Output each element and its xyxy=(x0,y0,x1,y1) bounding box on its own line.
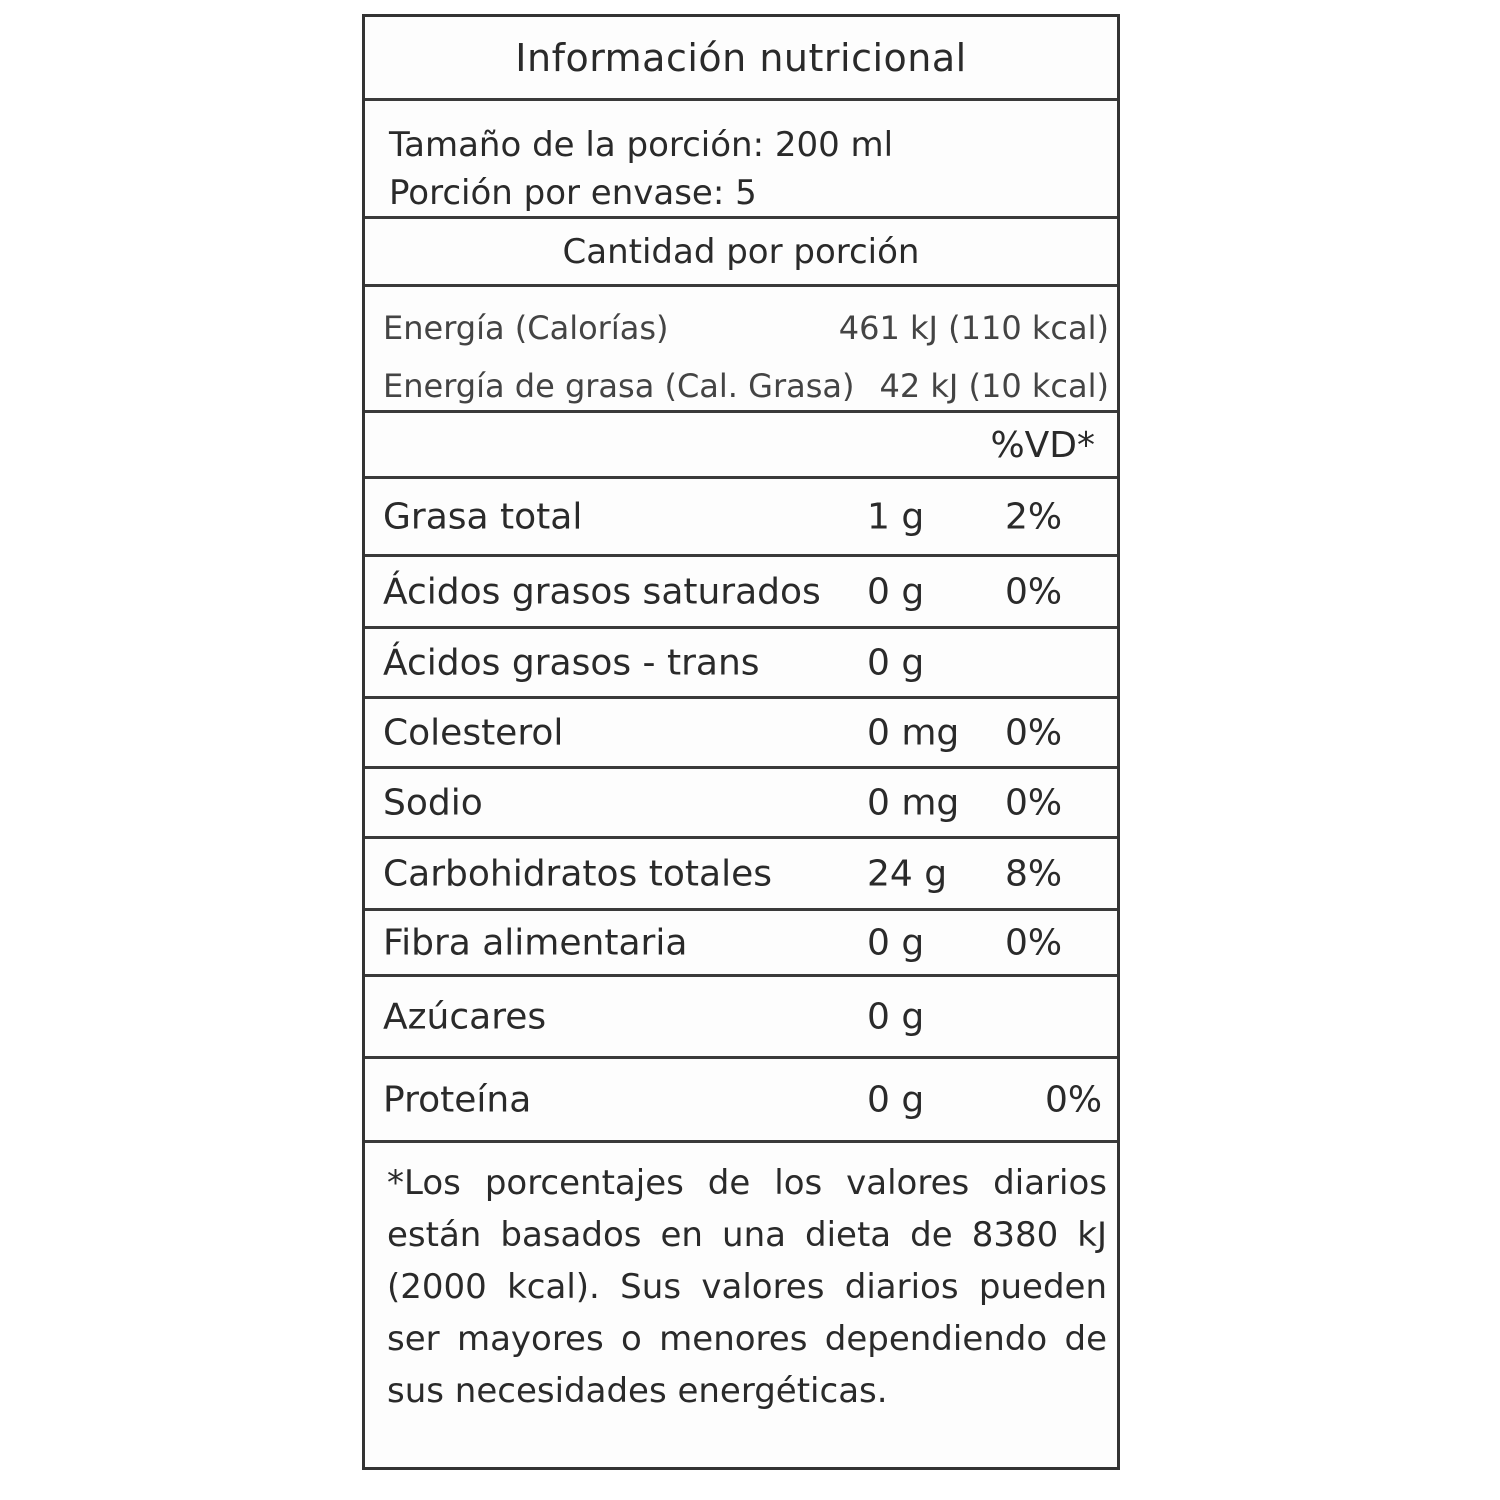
nutrient-row xyxy=(365,977,1117,1059)
serving-size: Tamaño de la porción: 200 ml xyxy=(389,125,894,165)
nutrient-row xyxy=(365,629,1117,699)
nutrient-amount: 0 g xyxy=(867,1079,925,1120)
nutrient-name: Ácidos grasos - trans xyxy=(383,642,760,683)
nutrient-row xyxy=(365,479,1117,557)
nutrient-row xyxy=(365,839,1117,911)
nutrient-name: Ácidos grasos saturados xyxy=(383,571,821,612)
energy-value: 461 kJ (110 kcal) xyxy=(838,309,1109,347)
fat-energy-row xyxy=(383,367,1109,405)
nutrient-amount: 0 g xyxy=(867,996,925,1037)
label-title: Información nutricional xyxy=(365,17,1117,101)
nutrient-row xyxy=(365,769,1117,839)
nutrient-amount: 0 g xyxy=(867,571,925,612)
amount-per-serving-header: Cantidad por porción xyxy=(365,219,1117,287)
nutrient-amount: 1 g xyxy=(867,496,925,537)
nutrient-dv: 0% xyxy=(1005,782,1063,823)
nutrient-name: Proteína xyxy=(383,1079,532,1120)
nutrition-facts-label xyxy=(362,14,1120,1470)
nutrient-name: Carbohidratos totales xyxy=(383,853,772,894)
nutrient-dv: 2% xyxy=(1005,496,1063,537)
nutrient-name: Colesterol xyxy=(383,712,564,753)
footnote-text: *Los porcentajes de los valores diarios están basados en una dieta de 8380 kJ (2000 kcal). Sus valores diarios pueden ser mayores o menores dependiendo de sus necesidades energéticas. xyxy=(387,1163,1107,1411)
nutrient-name: Grasa total xyxy=(383,496,583,537)
energy-label: Energía (Calorías) xyxy=(383,309,669,347)
nutrient-amount: 0 mg xyxy=(867,712,960,753)
nutrient-dv: 8% xyxy=(1005,853,1063,894)
nutrient-amount: 24 g xyxy=(867,853,948,894)
daily-value-header: %VD* xyxy=(990,425,1095,466)
nutrient-dv: 0% xyxy=(1045,1079,1103,1120)
nutrient-row xyxy=(365,911,1117,977)
nutrient-amount: 0 mg xyxy=(867,782,960,823)
nutrient-amount: 0 g xyxy=(867,642,925,683)
footnote-section xyxy=(365,1143,1117,1473)
daily-value-header-row xyxy=(365,413,1117,479)
nutrient-name: Azúcares xyxy=(383,996,547,1037)
energy-row xyxy=(383,309,1109,347)
servings-per-container: Porción por envase: 5 xyxy=(389,173,757,213)
energy-section xyxy=(365,287,1117,413)
nutrient-name: Fibra alimentaria xyxy=(383,922,688,963)
nutrient-row xyxy=(365,557,1117,629)
nutrient-dv: 0% xyxy=(1005,712,1063,753)
nutrient-row xyxy=(365,699,1117,769)
nutrient-name: Sodio xyxy=(383,782,483,823)
nutrient-dv: 0% xyxy=(1005,922,1063,963)
nutrient-dv: 0% xyxy=(1005,571,1063,612)
fat-energy-value: 42 kJ (10 kcal) xyxy=(879,367,1109,405)
serving-info xyxy=(365,101,1117,219)
nutrient-amount: 0 g xyxy=(867,922,925,963)
nutrient-row xyxy=(365,1059,1117,1143)
fat-energy-label: Energía de grasa (Cal. Grasa) xyxy=(383,367,855,405)
